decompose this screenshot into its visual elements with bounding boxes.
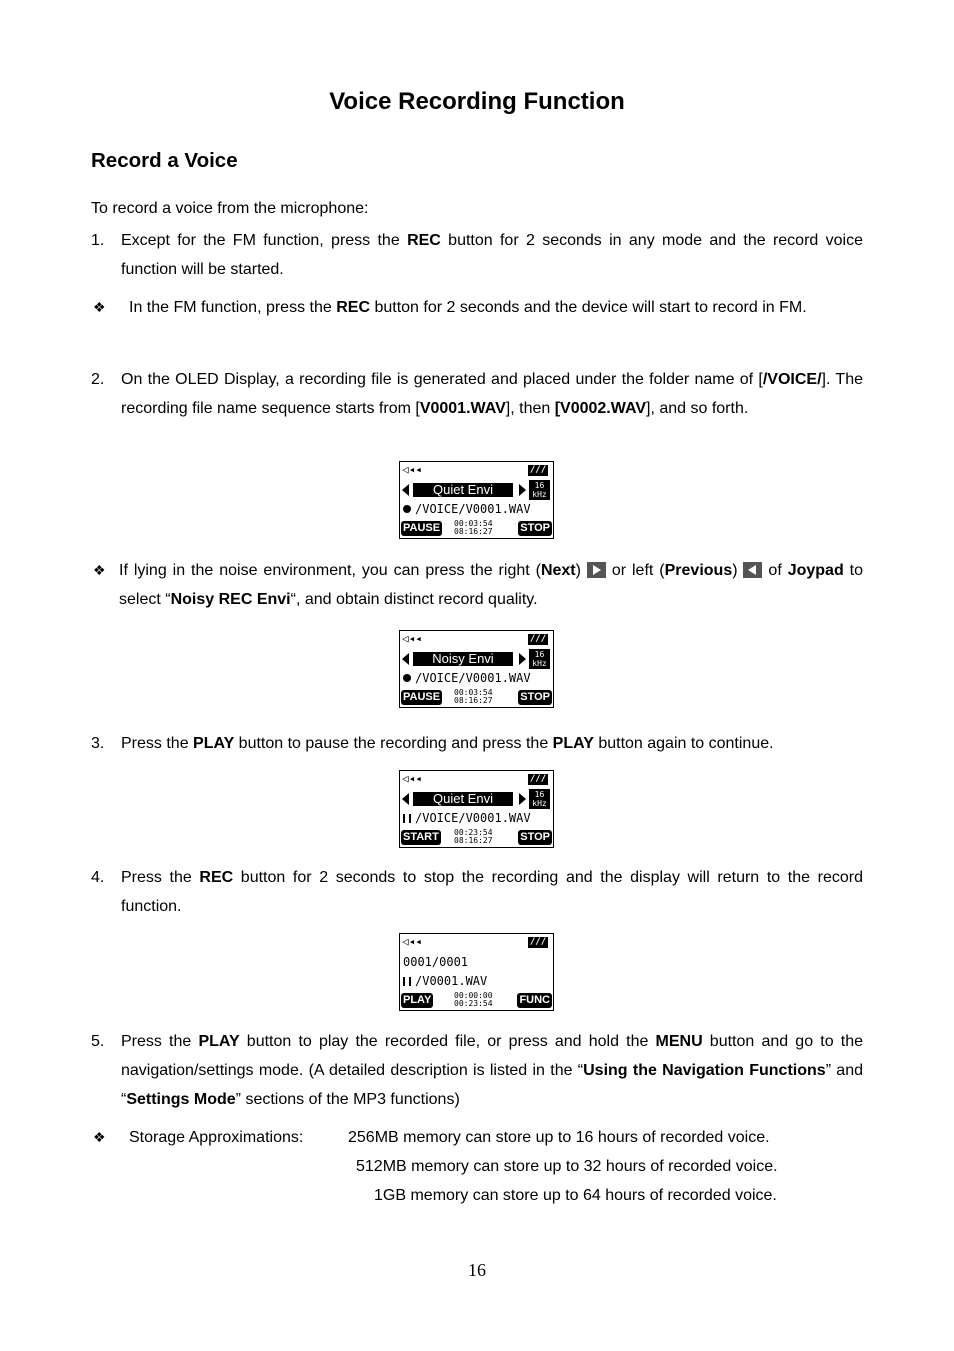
step-1-number: 1. bbox=[91, 232, 105, 249]
record-dot-icon bbox=[403, 674, 411, 682]
bullet-icon: ❖ bbox=[93, 299, 106, 315]
speaker-icon: ◁◂◂ bbox=[402, 632, 422, 645]
record-dot-icon bbox=[403, 505, 411, 513]
environment-mode: Quiet Envi bbox=[413, 792, 513, 806]
file-path: /VOICE/V0001.WAV bbox=[403, 502, 531, 516]
pause-icon bbox=[403, 977, 411, 986]
battery-icon: /// bbox=[529, 634, 547, 644]
step-5-text: Press the PLAY button to play the recorded file, or press and hold the MENU button and go to the navigation/settings mode. (A detailed description is listed in the “Using the Navigation Functions” and “Settings Mode” sections of the MP3 functions) bbox=[121, 1033, 864, 1108]
sample-rate-badge: 16 kHz bbox=[529, 649, 550, 669]
time-readout: 00:00:00 00:23:54 bbox=[454, 991, 493, 1008]
step-5-number: 5. bbox=[91, 1033, 105, 1050]
step-2-number: 2. bbox=[91, 371, 105, 388]
sample-rate-badge: 16 kHz bbox=[529, 480, 550, 500]
right-arrow-icon bbox=[519, 653, 526, 665]
file-path: /VOICE/V0001.WAV bbox=[403, 811, 531, 825]
file-counter: 0001/0001 bbox=[403, 955, 469, 969]
oled-screen-quiet-recording bbox=[399, 461, 554, 539]
pause-label: PAUSE bbox=[403, 691, 441, 703]
oled-screen-playback bbox=[399, 933, 554, 1011]
page-number: 16 bbox=[468, 1260, 486, 1280]
play-label: PLAY bbox=[403, 994, 432, 1006]
sample-rate-badge: 16 kHz bbox=[529, 789, 550, 809]
pause-icon bbox=[403, 814, 411, 823]
step-4-number: 4. bbox=[91, 869, 105, 886]
battery-icon: /// bbox=[529, 937, 547, 947]
battery-icon: /// bbox=[529, 774, 547, 784]
note-1-text: In the FM function, press the REC button for 2 seconds and the device will start to record in FM. bbox=[129, 299, 807, 316]
step-2-text: On the OLED Display, a recording file is generated and placed under the folder name of [/VOICE/]. The recording file name sequence starts from [V0001.WAV], then [V0002.WAV], and so forth. bbox=[121, 371, 863, 417]
pause-label: PAUSE bbox=[403, 522, 441, 534]
oled-screen-paused bbox=[399, 770, 554, 848]
page-title: Voice Recording Function bbox=[329, 88, 625, 115]
storage-line-2: 512MB memory can store up to 32 hours of recorded voice. bbox=[356, 1158, 778, 1175]
right-arrow-icon bbox=[519, 793, 526, 805]
left-arrow-icon bbox=[402, 793, 409, 805]
storage-line-1: 256MB memory can store up to 16 hours of recorded voice. bbox=[348, 1129, 770, 1146]
file-path: /V0001.WAV bbox=[403, 974, 487, 988]
battery-icon: /// bbox=[529, 465, 547, 475]
intro-text: To record a voice from the microphone: bbox=[91, 200, 369, 217]
time-readout: 00:03:54 08:16:27 bbox=[454, 688, 493, 705]
stop-label: STOP bbox=[520, 691, 550, 703]
stop-label: STOP bbox=[520, 522, 550, 534]
storage-line-3: 1GB memory can store up to 64 hours of recorded voice. bbox=[374, 1187, 777, 1204]
note-2-text: If lying in the noise environment, you can press the right (Next) or left (Previous) of Joypad to select “Noisy REC Envi“, and obtain distinct record quality. bbox=[119, 562, 863, 608]
oled-screen-noisy-recording bbox=[399, 630, 554, 708]
step-4-text: Press the REC button for 2 seconds to stop the recording and the display will return to the record function. bbox=[121, 869, 864, 915]
step-3-text: Press the PLAY button to pause the recording and press the PLAY button again to continue. bbox=[121, 735, 774, 752]
right-arrow-icon bbox=[519, 484, 526, 496]
previous-icon bbox=[743, 562, 762, 578]
step-1-text: Except for the FM function, press the REC button for 2 seconds in any mode and the record voice function will be started. bbox=[121, 232, 863, 278]
func-label: FUNC bbox=[519, 994, 550, 1006]
time-readout: 00:23:54 08:16:27 bbox=[454, 828, 493, 845]
environment-mode: Noisy Envi bbox=[413, 652, 513, 666]
bullet-icon: ❖ bbox=[93, 1129, 106, 1145]
time-readout: 00:03:54 08:16:27 bbox=[454, 519, 493, 536]
left-arrow-icon bbox=[402, 484, 409, 496]
speaker-icon: ◁◂◂ bbox=[402, 935, 422, 948]
speaker-icon: ◁◂◂ bbox=[402, 463, 422, 476]
speaker-icon: ◁◂◂ bbox=[402, 772, 422, 785]
start-label: START bbox=[403, 831, 439, 843]
bullet-icon: ❖ bbox=[93, 562, 106, 578]
left-arrow-icon bbox=[402, 653, 409, 665]
stop-label: STOP bbox=[520, 831, 550, 843]
storage-label: Storage Approximations: bbox=[129, 1129, 304, 1146]
section-heading: Record a Voice bbox=[91, 149, 238, 172]
environment-mode: Quiet Envi bbox=[413, 483, 513, 497]
next-icon bbox=[587, 562, 606, 578]
file-path: /VOICE/V0001.WAV bbox=[403, 671, 531, 685]
step-3-number: 3. bbox=[91, 735, 105, 752]
